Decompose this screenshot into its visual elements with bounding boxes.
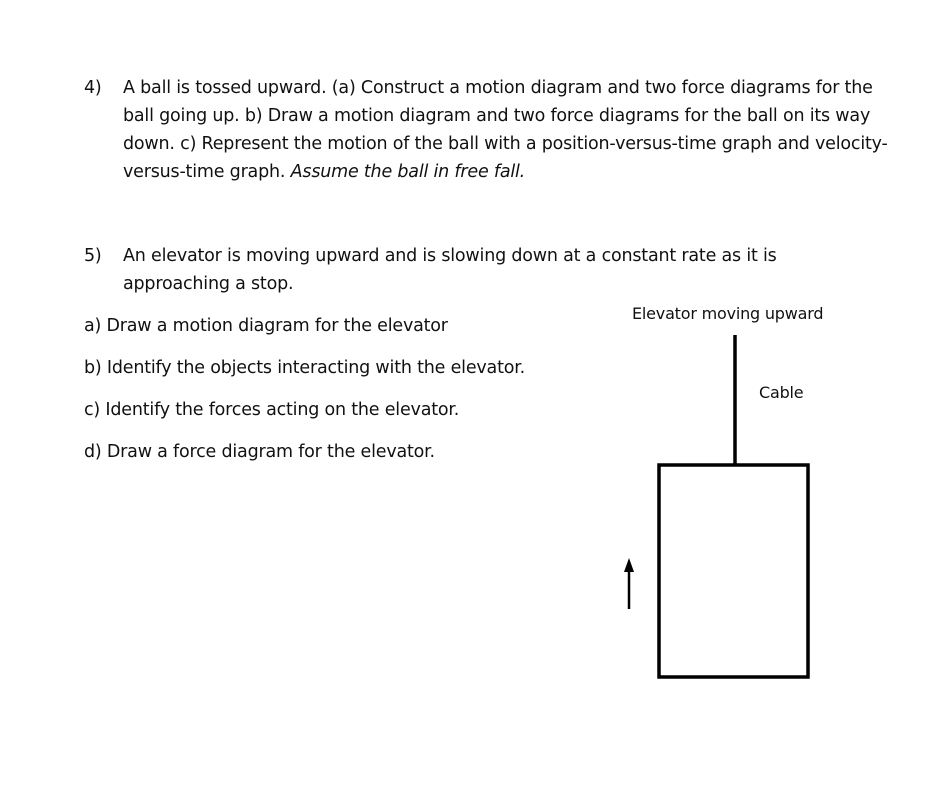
problem-5-part-a: a) Draw a motion diagram for the elevator (84, 316, 448, 336)
problem-4-number: 4) (84, 78, 102, 98)
cable-label: Cable (759, 383, 804, 402)
problem-5-part-d: d) Draw a force diagram for the elevator. (84, 442, 435, 462)
elevator-diagram-title: Elevator moving upward (632, 304, 824, 323)
elevator-car (659, 465, 808, 677)
up-arrow-icon (624, 558, 634, 609)
problem-4-assumption: Assume the ball in free fall. (290, 162, 526, 182)
problem-5-part-c: c) Identify the forces acting on the elevator. (84, 400, 460, 420)
problem-4-statement: A ball is tossed upward. (a) Construct a motion diagram and two force diagrams for the ball going up. b) Draw a motion diagram and two force diagrams for the ball on its way down. c) Represent the motion of the ball with a position-versus-time graph and velocity-versus-time graph. (123, 78, 888, 182)
problem-5-number: 5) (84, 246, 102, 266)
problem-5-statement: An elevator is moving upward and is slowing down at a constant rate as it is approaching a stop. (123, 246, 777, 294)
problem-5-part-b: b) Identify the objects interacting with the elevator. (84, 358, 525, 378)
